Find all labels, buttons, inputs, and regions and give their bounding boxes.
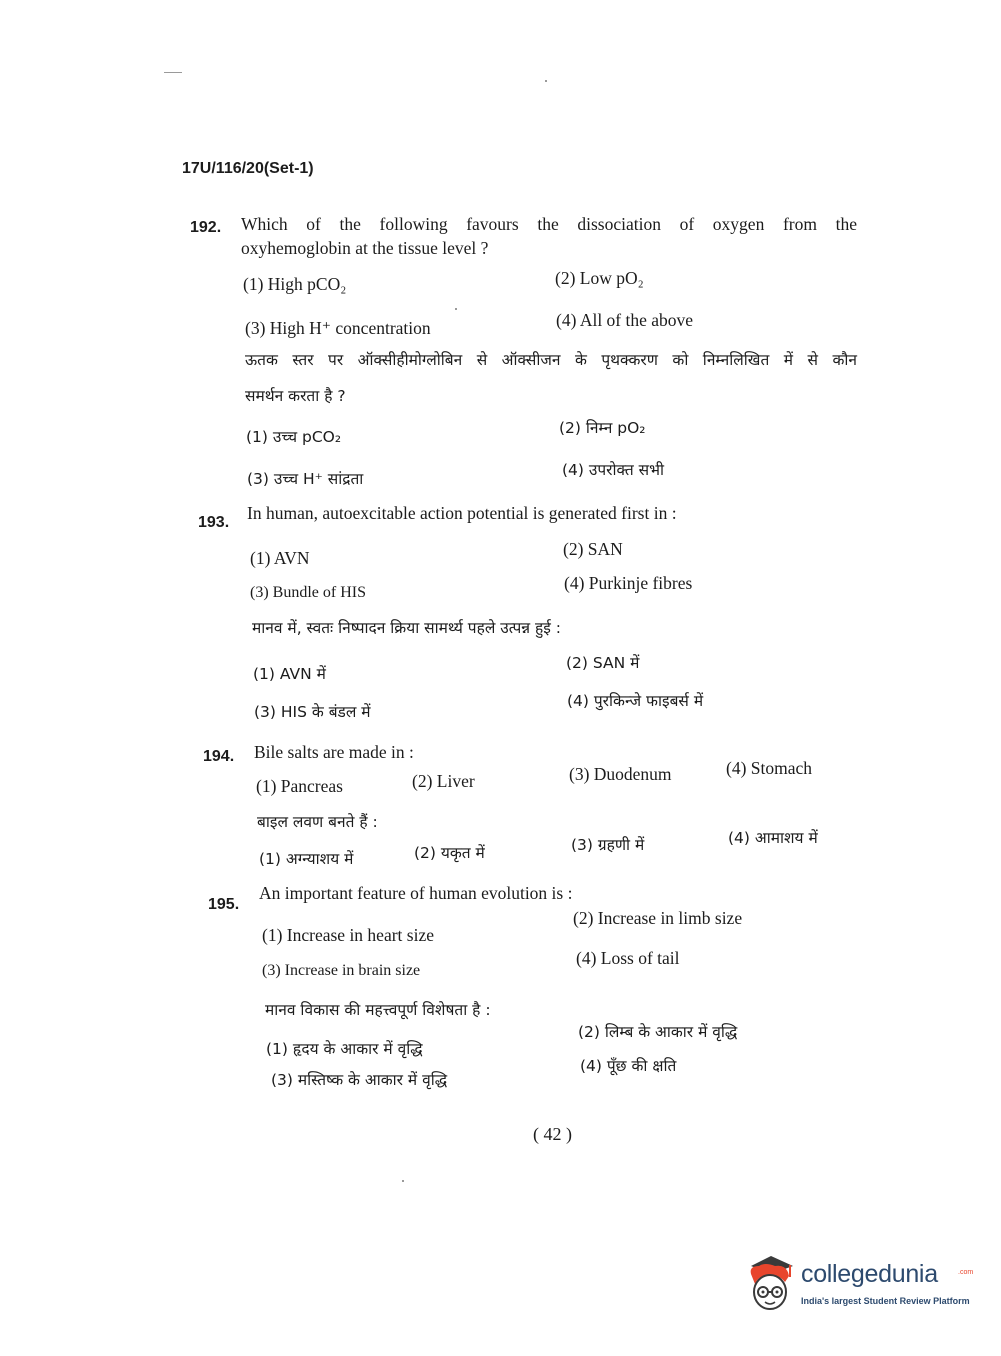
question-number: 192. <box>190 219 222 236</box>
scan-mark <box>164 72 182 73</box>
option-hindi: (4) पूँछ की क्षति <box>580 1057 677 1075</box>
option: (2) Liver <box>412 771 475 791</box>
collegedunia-watermark <box>745 1252 975 1318</box>
paper-code: 17U/116/20(Set-1) <box>182 160 314 177</box>
scan-speck <box>545 80 547 82</box>
option-hindi: (1) उच्च pCO₂ <box>246 428 342 446</box>
question-text-hindi: बाइल लवण बनते हैं : <box>257 813 378 831</box>
brand-suffix: .com <box>958 1269 974 1276</box>
question-text-hindi: ऊतक स्तर पर ऑक्सीहीमोग्लोबिन से ऑक्सीजन के पृथक्करण को निम्नलिखित में से कौन <box>245 351 857 369</box>
brand-tagline: India's largest Student Review Platform <box>801 1296 970 1306</box>
scan-speck <box>402 1180 404 1182</box>
option-hindi: (3) HIS के बंडल में <box>254 703 371 721</box>
option: (1) Increase in heart size <box>262 925 434 945</box>
option-hindi: (2) निम्न pO₂ <box>559 419 646 437</box>
option: (2) SAN <box>563 539 623 559</box>
option-hindi: (2) लिम्ब के आकार में वृद्धि <box>578 1023 738 1041</box>
question-text-hindi: मानव में, स्वतः निष्पादन क्रिया सामर्थ्य पहले उत्पन्न हुई : <box>252 619 562 637</box>
option: (1) AVN <box>250 548 310 568</box>
question-text: In human, autoexcitable action potential is generated first in : <box>247 503 677 523</box>
question-text: An important feature of human evolution is : <box>259 883 573 903</box>
option: (3) Increase in brain size <box>262 962 421 979</box>
question-number: 195. <box>208 896 240 913</box>
question-text-hindi: समर्थन करता है ? <box>245 387 346 405</box>
option-hindi: (1) अग्न्याशय में <box>259 850 354 868</box>
question-text: Bile salts are made in : <box>254 742 414 762</box>
scan-speck <box>455 308 457 310</box>
mascot-icon <box>745 1252 799 1318</box>
option: (2) Low pO₂ <box>555 268 644 288</box>
question-text: oxyhemoglobin at the tissue level ? <box>241 238 489 258</box>
question-text: Which of the following favours the dissociation of oxygen from the <box>241 214 857 234</box>
option: (1) High pCO₂ <box>243 274 347 294</box>
option-hindi: (1) हृदय के आकार में वृद्धि <box>266 1040 423 1058</box>
page-number: ( 42 ) <box>533 1124 572 1144</box>
option: (3) High H⁺ concentration <box>245 318 431 338</box>
question-number: 193. <box>198 514 230 531</box>
question-text-hindi: मानव विकास की महत्त्वपूर्ण विशेषता है : <box>265 1001 491 1019</box>
option: (4) Loss of tail <box>576 948 680 968</box>
option: (1) Pancreas <box>256 776 343 796</box>
option-hindi: (3) ग्रहणी में <box>571 836 645 854</box>
option: (4) Purkinje fibres <box>564 573 693 593</box>
option-hindi: (2) SAN में <box>566 654 640 672</box>
option-hindi: (3) उच्च H⁺ सांद्रता <box>247 470 364 488</box>
option-hindi: (4) उपरोक्त सभी <box>562 461 664 479</box>
option-hindi: (4) पुरकिन्जे फाइबर्स में <box>567 692 704 710</box>
question-number: 194. <box>203 748 235 765</box>
option: (4) All of the above <box>556 310 694 330</box>
option-hindi: (1) AVN में <box>253 665 326 683</box>
option: (2) Increase in limb size <box>573 908 743 928</box>
option-hindi: (2) यकृत में <box>414 844 485 862</box>
option: (4) Stomach <box>726 758 813 778</box>
option: (3) Bundle of HIS <box>250 584 366 601</box>
brand-name: collegedunia <box>801 1260 938 1288</box>
option-hindi: (4) आमाशय में <box>728 829 818 847</box>
option: (3) Duodenum <box>569 764 672 784</box>
option-hindi: (3) मस्तिष्क के आकार में वृद्धि <box>271 1071 448 1089</box>
